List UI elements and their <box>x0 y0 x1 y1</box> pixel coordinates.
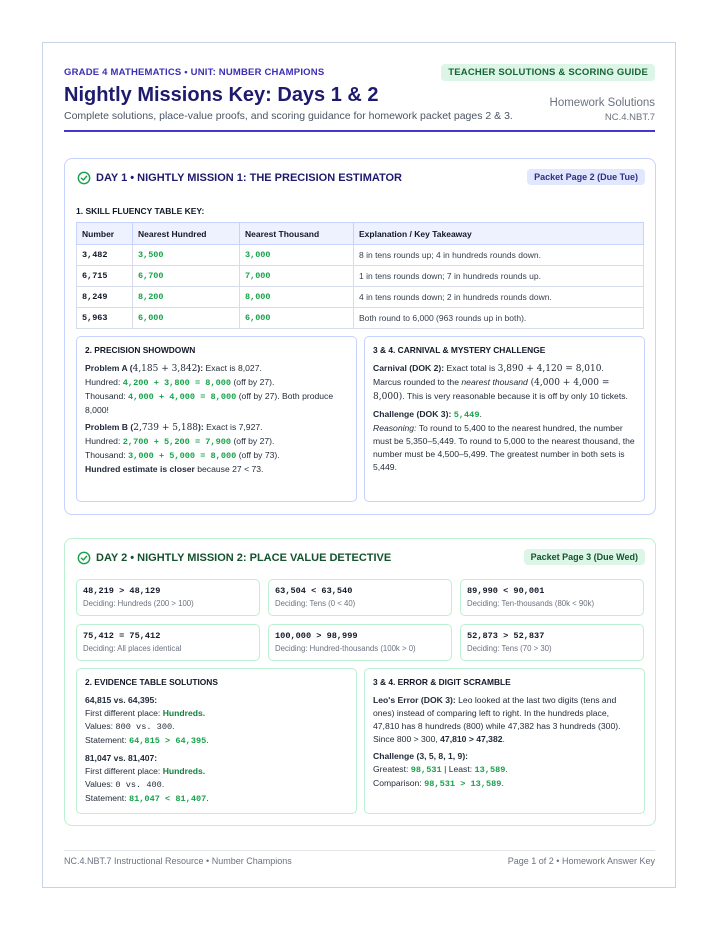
comparison-card <box>76 579 260 616</box>
evidence-item-1 <box>85 694 348 748</box>
evidence-2-place-label: First different place: <box>85 766 163 776</box>
skill-fluency-table <box>76 222 644 329</box>
carnival-challenge-box <box>364 336 645 502</box>
answer-key-page <box>42 42 676 888</box>
evidence-1-place-label: First different place: <box>85 708 163 718</box>
day1-title: DAY 1 • NIGHTLY MISSION 1: THE PRECISION ESTIMATOR <box>96 172 403 184</box>
evidence-2-title: 81,047 vs. 81,407: <box>85 753 158 763</box>
a-thousand-eq: 4,000 + 4,000 = 8,000 <box>128 392 237 402</box>
comparison-deciding: Deciding: All places identical <box>83 644 182 653</box>
cell-explanation: Both round to 6,000 (963 rounds up in both). <box>354 308 644 329</box>
showdown-conclusion: because 27 < 73. <box>194 464 264 474</box>
problem-b-expr: 2,739 + 5,188 <box>133 423 199 433</box>
table-row <box>77 266 644 287</box>
mystery-challenge <box>373 408 636 474</box>
comparison-label: Comparison: <box>373 778 425 788</box>
reasoning-label: Reasoning: <box>373 423 417 433</box>
error-heading: 3 & 4. ERROR & DIGIT SCRAMBLE <box>373 677 511 687</box>
least-end: . <box>505 764 508 774</box>
problem-b-label: Problem B ( <box>85 422 134 432</box>
b-thousand-off: (off by 73). <box>236 450 280 460</box>
precision-showdown-box <box>76 336 357 502</box>
day2-title: DAY 2 • NIGHTLY MISSION 2: PLACE VALUE DETECTIVE <box>96 552 392 564</box>
carnival-answer <box>373 362 636 404</box>
evidence-table-box <box>76 668 357 814</box>
cell-hundred: 6,000 <box>133 308 240 329</box>
carnival-expr: 3,890 + 4,120 = 8,010 <box>497 364 602 374</box>
evidence-1-title: 64,815 vs. 64,395: <box>85 695 158 705</box>
problem-a-expr: 4,185 + 3,842 <box>132 364 198 374</box>
cell-thousand: 8,000 <box>240 287 354 308</box>
cell-number: 5,963 <box>77 308 133 329</box>
problem-b-exact: Exact is 7,927. <box>203 422 263 432</box>
comparison-deciding: Deciding: Hundreds (200 > 100) <box>83 599 194 608</box>
evidence-2-statement: 81,047 < 81,407 <box>128 794 207 804</box>
cell-thousand: 6,000 <box>240 308 354 329</box>
evidence-1-statement-end: . <box>206 735 209 745</box>
challenge-answer: 5,449 <box>453 410 480 420</box>
b-thousand-eq: 3,000 + 5,000 = 8,000 <box>128 451 237 461</box>
comparison-card <box>460 624 644 661</box>
check-circle-icon <box>77 171 91 185</box>
b-hundred-off: (off by 27). <box>231 436 275 446</box>
comparison-card <box>76 624 260 661</box>
leo-error <box>373 694 636 746</box>
cell-number: 6,715 <box>77 266 133 287</box>
evidence-heading: 2. EVIDENCE TABLE SOLUTIONS <box>85 677 218 687</box>
day1-packet-pill: Packet Page 2 (Due Tue) <box>527 169 645 185</box>
error-scramble-box <box>364 668 645 814</box>
showdown-heading: 2. PRECISION SHOWDOWN <box>85 345 196 355</box>
leo-error-label: Leo's Error (DOK 3): <box>373 695 456 705</box>
cell-thousand: 3,000 <box>240 245 354 266</box>
evidence-2-statement-end: . <box>206 793 209 803</box>
a-hundred-eq: 4,200 + 3,800 = 8,000 <box>122 378 232 388</box>
cell-hundred: 6,700 <box>133 266 240 287</box>
footer-right: Page 1 of 2 • Homework Answer Key <box>507 856 655 866</box>
page-title: Nightly Missions Key: Days 1 & 2 <box>64 84 379 106</box>
day2-card <box>64 538 656 826</box>
evidence-2-place: Hundreds. <box>162 766 206 776</box>
comparison-statement: 89,990 < 90,001 <box>467 586 545 596</box>
comparison-statement: 100,000 > 98,999 <box>275 631 358 641</box>
leo-error-answer: 47,810 > 47,382 <box>440 734 503 744</box>
comparison-end: . <box>501 778 504 788</box>
showdown-conclusion-bold: Hundred estimate is closer <box>85 464 195 474</box>
evidence-1-values: 800 vs. 300 <box>115 722 173 732</box>
problem-b <box>85 421 348 476</box>
marcus-italic: nearest thousand <box>461 377 528 387</box>
cell-explanation: 4 in tens rounds down; 2 in hundreds rounds down. <box>354 287 644 308</box>
header-divider <box>64 130 655 132</box>
col-number: Number <box>77 223 133 245</box>
a-hundred-label: Hundred: <box>85 377 123 387</box>
evidence-1-statement: 64,815 > 64,395 <box>128 736 207 746</box>
document-type: Homework Solutions <box>549 97 655 109</box>
comparison-statement: 63,504 < 63,540 <box>275 586 353 596</box>
cell-thousand: 7,000 <box>240 266 354 287</box>
evidence-1-values-label: Values: <box>85 721 116 731</box>
comparison-deciding: Deciding: Tens (70 > 30) <box>467 644 552 653</box>
cell-explanation: 8 in tens rounds up; 4 in hundreds rounds down. <box>354 245 644 266</box>
table-row <box>77 308 644 329</box>
comparison-statement: 75,412 = 75,412 <box>83 631 161 641</box>
b-hundred-eq: 2,700 + 5,200 = 7,900 <box>122 437 232 447</box>
carnival-label: Carnival (DOK 2): <box>373 363 445 373</box>
cell-hundred: 3,500 <box>133 245 240 266</box>
comparison-statement: 52,873 > 52,837 <box>467 631 545 641</box>
evidence-2-values-end: . <box>161 779 165 789</box>
least-label: | Least: <box>441 764 475 774</box>
cell-number: 8,249 <box>77 287 133 308</box>
skill-table-label: 1. SKILL FLUENCY TABLE KEY: <box>76 206 205 216</box>
comparison-deciding: Deciding: Tens (0 < 40) <box>275 599 356 608</box>
cell-explanation: 1 in tens rounds down; 7 in hundreds rounds up. <box>354 266 644 287</box>
cell-number: 3,482 <box>77 245 133 266</box>
least-value: 13,589 <box>474 765 506 775</box>
table-row <box>77 287 644 308</box>
comparison-value: 98,531 > 13,589 <box>424 779 502 789</box>
comparison-card <box>268 579 452 616</box>
leo-error-text: Leo looked at the last two digits (tens and ones) instead of comparing left to right. In the hundreds place, 47,810 has 8 hundreds (800) while 47,382 has 3 hundreds (300). Since 800 > 300, <box>373 695 621 744</box>
a-thousand-label: Thousand: <box>85 391 128 401</box>
evidence-1-statement-label: Statement: <box>85 735 129 745</box>
a-hundred-off: (off by 27). <box>231 377 275 387</box>
carnival-text: Exact total is <box>444 363 498 373</box>
problem-a <box>85 362 348 417</box>
evidence-item-2 <box>85 752 348 806</box>
problem-a-label: Problem A ( <box>85 363 133 373</box>
reasoning-text: To round to 5,400 to the nearest hundred, the number must be 5,350–5,449. To round to 5,000 to the nearest thousand, the number must be 4,500–5,499. The greatest number in both sets is 5,449. <box>373 423 635 472</box>
greatest-value: 98,531 <box>410 765 442 775</box>
marcus-text: Marcus rounded to the <box>373 377 462 387</box>
standard-code: NC.4.NBT.7 <box>604 112 655 123</box>
col-nearest-hundred: Nearest Hundred <box>133 223 240 245</box>
comparison-statement: 48,219 > 48,129 <box>83 586 161 596</box>
digit-scramble <box>373 750 636 791</box>
comparison-deciding: Deciding: Ten-thousands (80k < 90k) <box>467 599 595 608</box>
evidence-2-statement-label: Statement: <box>85 793 129 803</box>
a-thousand-off: (off by 27). Both produce 8,000! <box>85 391 334 415</box>
col-nearest-thousand: Nearest Thousand <box>240 223 354 245</box>
cell-hundred: 8,200 <box>133 287 240 308</box>
challenge-label: Challenge (DOK 3): <box>373 409 452 419</box>
table-row <box>77 245 644 266</box>
page-subtitle: Complete solutions, place-value proofs, and scoring guidance for homework packet pages 2 & 3. <box>64 110 513 122</box>
comparison-card <box>268 624 452 661</box>
grade-unit-kicker: GRADE 4 MATHEMATICS • UNIT: NUMBER CHAMPIONS <box>64 67 325 78</box>
footer-left: NC.4.NBT.7 Instructional Resource • Number Champions <box>64 856 292 866</box>
day2-packet-pill: Packet Page 3 (Due Wed) <box>524 549 645 565</box>
greatest-label: Greatest: <box>373 764 411 774</box>
comparison-deciding: Deciding: Hundred-thousands (100k > 0) <box>275 644 416 653</box>
col-explanation: Explanation / Key Takeaway <box>354 223 644 245</box>
marcus-text-2: . This is very reasonable because it is off by only 10 tickets. <box>402 391 628 401</box>
scramble-label: Challenge (3, 5, 8, 1, 9): <box>373 751 469 761</box>
problem-a-exact: Exact is 8,027. <box>203 363 262 373</box>
evidence-2-values: 0 vs. 400 <box>115 780 162 790</box>
marcus-expr: (4,000 + 4,000 = 8,000) <box>373 378 610 402</box>
teacher-guide-badge: TEACHER SOLUTIONS & SCORING GUIDE <box>441 64 655 81</box>
footer-divider <box>64 850 655 851</box>
b-thousand-label: Thousand: <box>85 450 128 460</box>
carnival-end: . <box>601 363 604 373</box>
problem-b-close: ): <box>198 422 204 432</box>
carnival-heading: 3 & 4. CARNIVAL & MYSTERY CHALLENGE <box>373 345 546 355</box>
leo-error-end: . <box>502 734 505 744</box>
evidence-1-values-end: . <box>172 721 175 731</box>
challenge-end: . <box>479 409 482 419</box>
evidence-1-place: Hundreds. <box>162 708 206 718</box>
problem-a-close: ): <box>197 363 204 373</box>
b-hundred-label: Hundred: <box>85 436 123 446</box>
evidence-2-values-label: Values: <box>85 779 116 789</box>
comparison-card <box>460 579 644 616</box>
day1-card <box>64 158 656 515</box>
check-circle-icon <box>77 551 91 565</box>
